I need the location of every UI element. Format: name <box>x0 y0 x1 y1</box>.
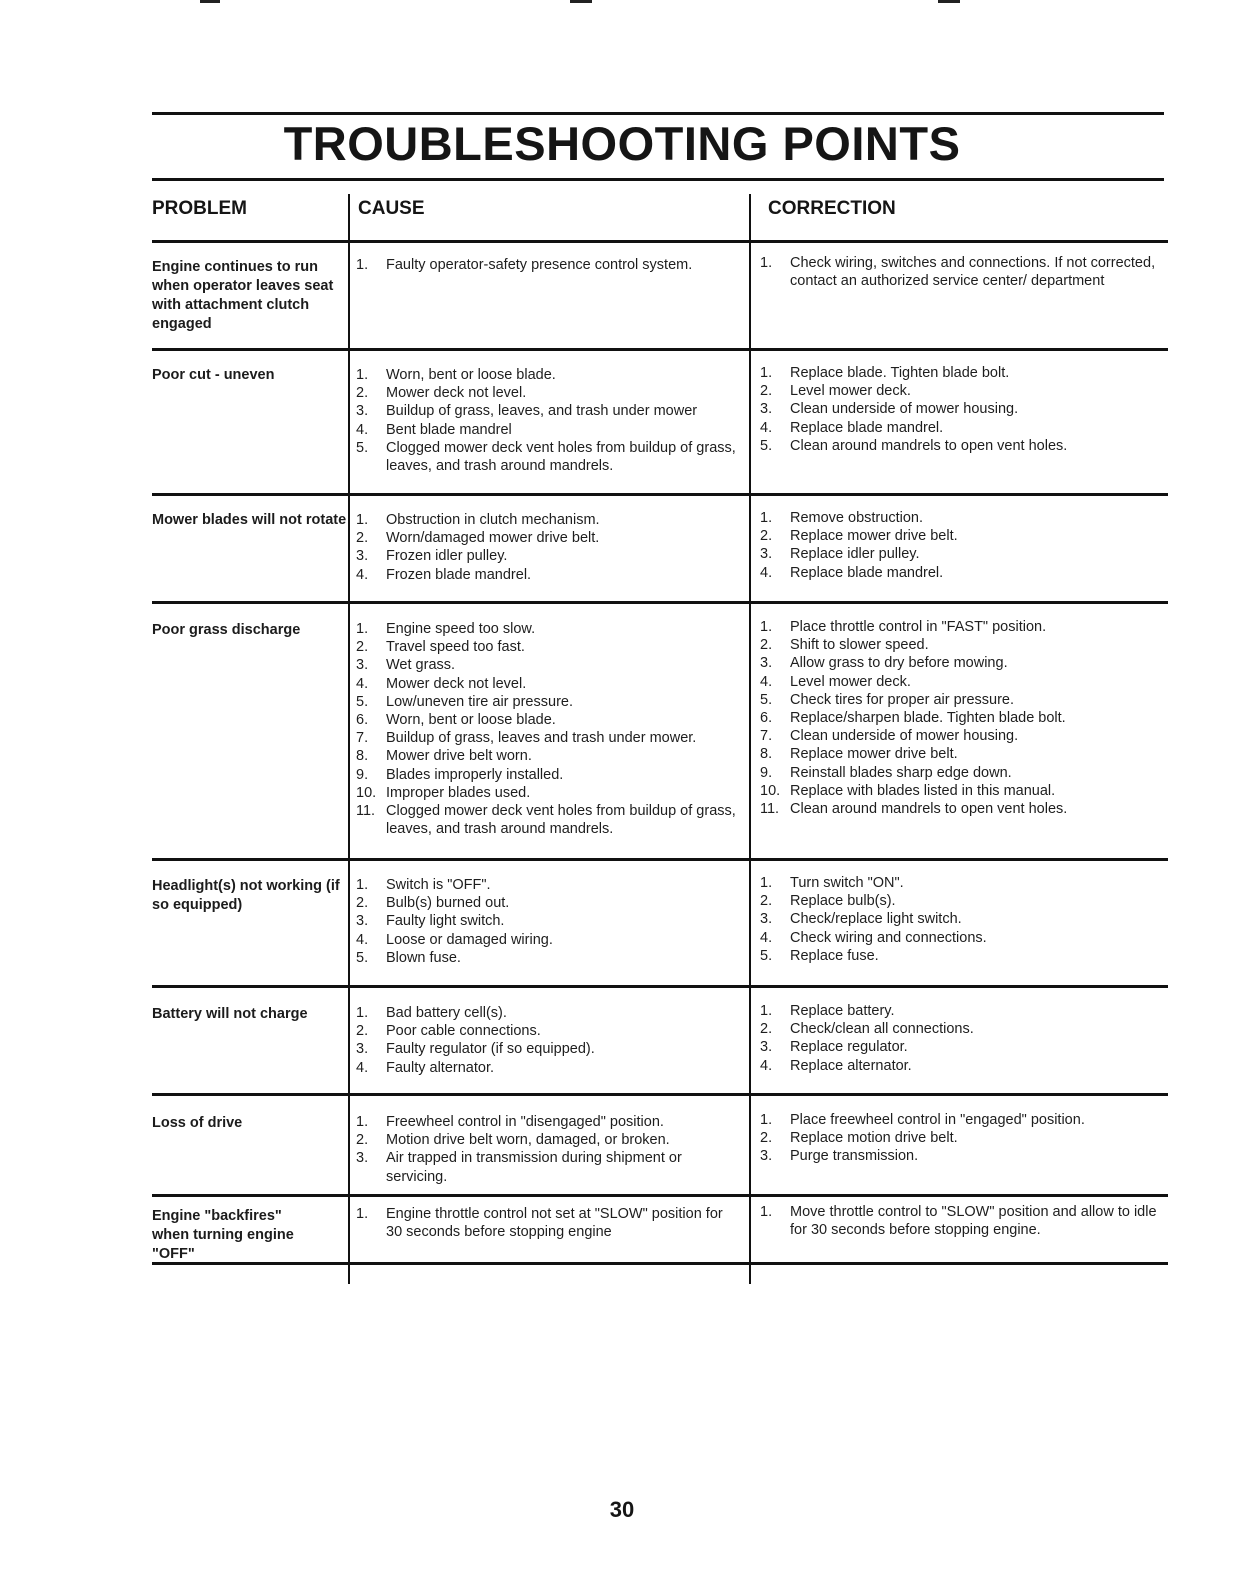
correction-list <box>760 509 1160 582</box>
correction-item: 6. Replace/sharpen blade. Tighten blade bolt. <box>760 710 1066 727</box>
cause-item: 1. Engine throttle control not set at "SLOW" position for 30 seconds before stopping engine <box>356 1206 723 1241</box>
correction-item: 3. Replace idler pulley. <box>760 546 920 563</box>
correction-item: 1. Check wiring, switches and connections. If not corrected, contact an authorized service center/ department <box>760 255 1156 290</box>
correction-item: 5. Replace fuse. <box>760 947 879 964</box>
table-row <box>0 1194 1244 1266</box>
cause-item: 3. Faulty regulator (if so equipped). <box>356 1041 595 1058</box>
table-row <box>0 1093 1244 1193</box>
correction-item: 9. Reinstall blades sharp edge down. <box>760 764 1012 781</box>
cause-item: 2. Mower deck not level. <box>356 385 527 402</box>
problem-text: Engine "backfires" when turning engine "OFF" <box>152 1208 294 1262</box>
row-divider <box>152 1194 1168 1197</box>
cause-list <box>356 366 736 475</box>
cause-item: 2. Motion drive belt worn, damaged, or broken. <box>356 1132 670 1149</box>
cause-item: 3. Faulty light switch. <box>356 913 505 930</box>
correction-item: 2. Check/clean all connections. <box>760 1021 974 1038</box>
row-divider <box>152 985 1168 988</box>
correction-item: 3. Check/replace light switch. <box>760 911 962 928</box>
correction-item: 3. Purge transmission. <box>760 1148 919 1165</box>
row-divider <box>152 858 1168 861</box>
correction-list <box>760 1111 1160 1166</box>
correction-item: 11. Clean around mandrels to open vent holes. <box>760 801 1068 818</box>
table-row <box>0 601 1244 853</box>
correction-item: 4. Replace blade mandrel. <box>760 564 944 581</box>
cause-item: 9. Blades improperly installed. <box>356 766 564 783</box>
problem-text: Engine continues to run when operator leaves seat with attachment clutch engaged <box>152 259 334 332</box>
cause-item: 10. Improper blades used. <box>356 784 531 801</box>
scan-mark-right <box>938 0 960 3</box>
cause-item: 1. Bad battery cell(s). <box>356 1005 507 1021</box>
correction-item: 2. Replace bulb(s). <box>760 893 896 910</box>
correction-item: 2. Replace mower drive belt. <box>760 528 958 545</box>
problem-text: Headlight(s) not working (if so equipped) <box>152 878 340 913</box>
correction-item: 1. Place freewheel control in "engaged" position. <box>760 1112 1085 1128</box>
row-divider <box>152 348 1168 351</box>
cause-item: 4. Mower deck not level. <box>356 675 527 692</box>
cause-item: 2. Poor cable connections. <box>356 1023 541 1040</box>
correction-item: 2. Level mower deck. <box>760 383 911 400</box>
table-bottom-rule <box>152 1262 1168 1265</box>
correction-item: 1. Replace blade. Tighten blade bolt. <box>760 365 1010 381</box>
correction-item: 4. Replace blade mandrel. <box>760 419 944 436</box>
cause-item: 4. Loose or damaged wiring. <box>356 931 553 948</box>
page-number: 30 <box>609 1497 635 1522</box>
cause-item: 1. Worn, bent or loose blade. <box>356 367 556 383</box>
cause-list <box>356 1205 736 1241</box>
table-row <box>0 985 1244 1088</box>
correction-item: 5. Check tires for proper air pressure. <box>760 691 1015 708</box>
cause-item: 1. Freewheel control in "disengaged" position. <box>356 1114 664 1130</box>
row-divider <box>152 240 1168 243</box>
problem-text: Poor cut - uneven <box>152 367 275 383</box>
cause-item: 3. Buildup of grass, leaves, and trash under mower <box>356 403 698 420</box>
correction-item: 5. Clean around mandrels to open vent holes. <box>760 437 1068 454</box>
correction-item: 2. Replace motion drive belt. <box>760 1130 958 1147</box>
scan-mark-center <box>570 0 592 3</box>
correction-list <box>760 1002 1160 1075</box>
cause-item: 8. Mower drive belt worn. <box>356 748 532 765</box>
column-header-cause: CAUSE <box>358 198 425 219</box>
correction-list <box>760 874 1160 965</box>
cause-item: 2. Worn/damaged mower drive belt. <box>356 530 600 547</box>
correction-item: 4. Check wiring and connections. <box>760 929 987 946</box>
correction-list <box>760 1203 1160 1239</box>
table-row <box>0 858 1244 983</box>
correction-item: 8. Replace mower drive belt. <box>760 746 958 763</box>
correction-list <box>760 618 1160 818</box>
cause-list <box>356 876 736 967</box>
cause-item: 1. Obstruction in clutch mechanism. <box>356 512 600 528</box>
cause-list <box>356 620 736 838</box>
table-row <box>0 240 1244 340</box>
column-header-problem: PROBLEM <box>152 198 247 219</box>
cause-item: 5. Low/uneven tire air pressure. <box>356 693 573 710</box>
correction-item: 1. Turn switch "ON". <box>760 875 904 891</box>
correction-item: 1. Place throttle control in "FAST" position. <box>760 619 1047 635</box>
cause-list <box>356 256 736 274</box>
cause-item: 2. Travel speed too fast. <box>356 639 525 656</box>
row-divider <box>152 1093 1168 1096</box>
cause-item: 1. Switch is "OFF". <box>356 877 491 893</box>
correction-item: 4. Replace alternator. <box>760 1057 912 1074</box>
correction-item: 10. Replace with blades listed in this manual. <box>760 782 1056 799</box>
problem-text: Mower blades will not rotate <box>152 512 347 528</box>
cause-item: 3. Wet grass. <box>356 657 456 674</box>
cause-item: 2. Bulb(s) burned out. <box>356 895 510 912</box>
correction-item: 1. Replace battery. <box>760 1003 895 1019</box>
cause-item: 5. Blown fuse. <box>356 949 461 966</box>
title-rule-bottom <box>152 178 1164 181</box>
scan-mark-left <box>200 0 220 3</box>
problem-text: Battery will not charge <box>152 1006 308 1022</box>
title-rule-top <box>152 112 1164 115</box>
cause-item: 3. Air trapped in transmission during shipment or servicing. <box>356 1150 682 1185</box>
correction-item: 3. Replace regulator. <box>760 1039 908 1056</box>
correction-item: 3. Clean underside of mower housing. <box>760 401 1019 418</box>
cause-item: 4. Faulty alternator. <box>356 1059 494 1076</box>
cause-list <box>356 1113 736 1186</box>
cause-item: 1. Engine speed too slow. <box>356 621 536 637</box>
problem-text: Poor grass discharge <box>152 622 301 638</box>
cause-item: 7. Buildup of grass, leaves and trash under mower. <box>356 730 697 747</box>
cause-item: 5. Clogged mower deck vent holes from buildup of grass, leaves, and trash around mandrels. <box>356 439 736 475</box>
correction-item: 1. Move throttle control to "SLOW" position and allow to idle for 30 seconds before stopping engine. <box>760 1204 1157 1239</box>
correction-item: 2. Shift to slower speed. <box>760 637 929 654</box>
cause-item: 6. Worn, bent or loose blade. <box>356 712 556 729</box>
table-row <box>0 348 1244 488</box>
cause-list <box>356 511 736 584</box>
correction-item: 1. Remove obstruction. <box>760 510 923 526</box>
cause-item: 4. Frozen blade mandrel. <box>356 566 532 583</box>
correction-list <box>760 254 1160 290</box>
cause-list <box>356 1004 736 1077</box>
cause-item: 3. Frozen idler pulley. <box>356 548 508 565</box>
correction-item: 4. Level mower deck. <box>760 673 911 690</box>
problem-text: Loss of drive <box>152 1115 243 1131</box>
correction-item: 3. Allow grass to dry before mowing. <box>760 655 1008 672</box>
row-divider <box>152 601 1168 604</box>
correction-item: 7. Clean underside of mower housing. <box>760 728 1019 745</box>
page-title: TROUBLESHOOTING POINTS <box>283 117 961 170</box>
cause-item: 1. Faulty operator-safety presence control system. <box>356 257 693 273</box>
column-header-correction: CORRECTION <box>768 198 896 219</box>
table-row <box>0 493 1244 597</box>
cause-item: 11. Clogged mower deck vent holes from buildup of grass, leaves, and trash around mandrels. <box>356 803 736 838</box>
cause-item: 4. Bent blade mandrel <box>356 421 512 438</box>
correction-list <box>760 364 1160 455</box>
row-divider <box>152 493 1168 496</box>
